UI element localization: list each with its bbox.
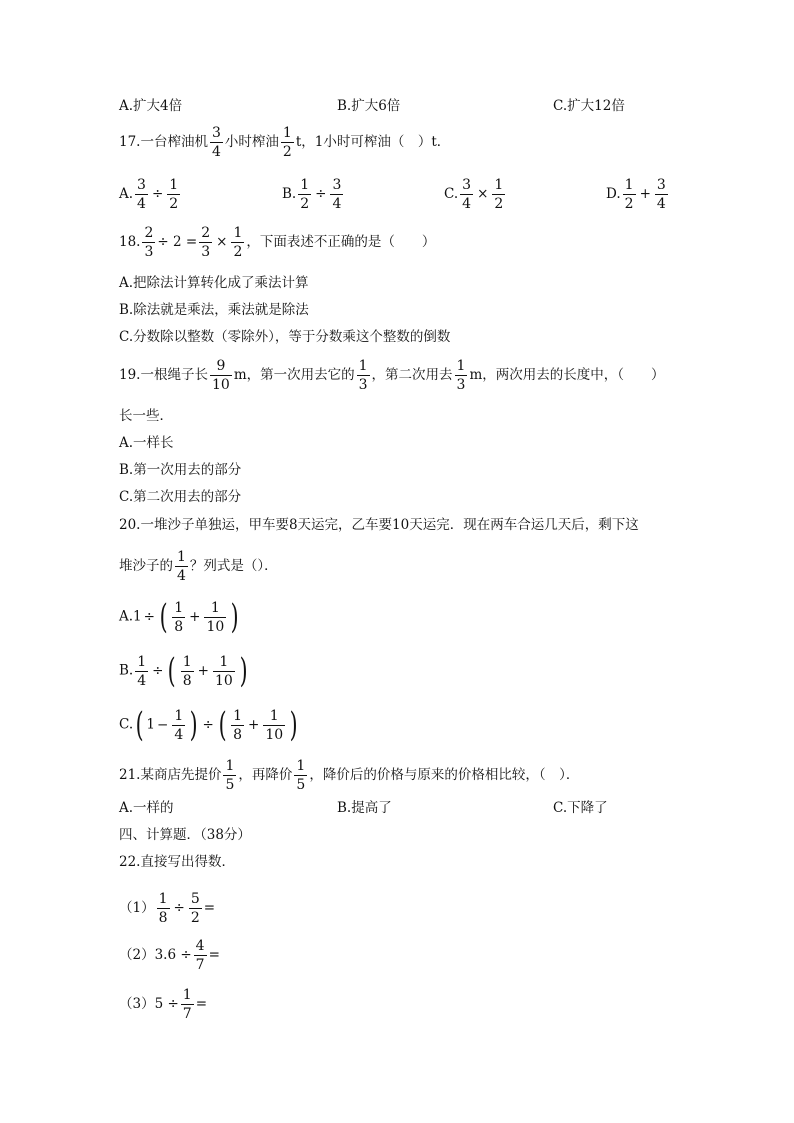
q19-question-line2: 长一些． — [119, 408, 173, 424]
q17-option-a: A. $\frac{3}{4}$ ÷ $\frac{1}{2}$ — [119, 177, 179, 212]
q17-option-b: B. $\frac{1}{2}$ ÷ $\frac{3}{4}$ — [282, 177, 342, 212]
q17-option-d: D. $\frac{1}{2}$ + $\frac{3}{4}$ — [606, 177, 666, 212]
q17-question: 17.一台榨油机 $\frac{3}{4}$ 小时榨油 $\frac{1}{2}$ t，1小时可榨油（ ）t． — [119, 125, 451, 160]
q16-option-b: B.扩大6倍 — [337, 98, 401, 114]
q22-item-3: （3）5 ÷ $\frac{1}{7}$ = — [119, 987, 208, 1022]
fraction: $\frac{3}{4}$ — [211, 125, 221, 160]
q19-option-c: C.第二次用去的部分 — [119, 489, 242, 505]
q22-item-2: （2）3.6 ÷ $\frac{4}{7}$ = — [119, 938, 220, 973]
q21-option-b: B.提高了 — [337, 800, 392, 816]
q18-option-a: A.把除法计算转化成了乘法计算 — [119, 275, 309, 291]
q19-option-a: A.一样长 — [119, 435, 174, 451]
q19-question: 19.一根绳子长 $\frac{9}{10}$ m，第一次用去它的 $\frac{1}{3}$ ，第二次用去 $\frac{1}{3}$ m，两次用去的长度中，（ ） — [119, 358, 665, 393]
q17-option-c: C. $\frac{3}{4}$ × $\frac{1}{2}$ — [444, 177, 504, 212]
q18-option-b: B.除法就是乘法，乘法就是除法 — [119, 302, 309, 318]
q21-option-a: A.一样的 — [119, 800, 174, 816]
q20-option-c: C.( 1 − $\frac{1}{4}$ ) ÷ ( $\frac{1}{8}$ + $\frac{1}{10}$ ) — [119, 705, 298, 745]
q20-option-a: A.1 ÷ ( $\frac{1}{8}$ + $\frac{1}{10}$ ) — [119, 597, 239, 637]
q18-question: 18. $\frac{2}{3}$ ÷ 2 = $\frac{2}{3}$ × $\frac{1}{2}$ ，下面表述不正确的是（ ） — [119, 225, 436, 260]
section-title: 四、计算题．（38分） — [119, 827, 251, 843]
fraction: $\frac{1}{2}$ — [282, 125, 292, 160]
q16-option-a: A.扩大4倍 — [119, 98, 183, 114]
q22-title: 22.直接写出得数． — [119, 854, 235, 870]
q18-option-c: C.分数除以整数（零除外），等于分数乘这个整数的倒数 — [119, 329, 451, 345]
q19-option-b: B.第一次用去的部分 — [119, 462, 242, 478]
q21-question: 21.某商店先提价 $\frac{1}{5}$ ，再降价 $\frac{1}{5}$ ，降价后的价格与原来的价格相比较，（ ）． — [119, 758, 580, 793]
q21-option-c: C.下降了 — [553, 800, 608, 816]
q20-question: 20.一堆沙子单独运，甲车要8天运完，乙车要10天运完．现在两车合运几天后，剩下这 — [119, 517, 639, 533]
q22-item-1: （1） $\frac{1}{8}$ ÷ $\frac{5}{2}$ = — [119, 891, 216, 926]
q20-option-b: B. $\frac{1}{4}$ ÷ ( $\frac{1}{8}$ + $\frac{1}{10}$ ) — [119, 651, 248, 691]
q16-option-c: C.扩大12倍 — [553, 98, 625, 114]
q20-question-line2: 堆沙子的 $\frac{1}{4}$ ？列式是（）． — [119, 549, 278, 584]
